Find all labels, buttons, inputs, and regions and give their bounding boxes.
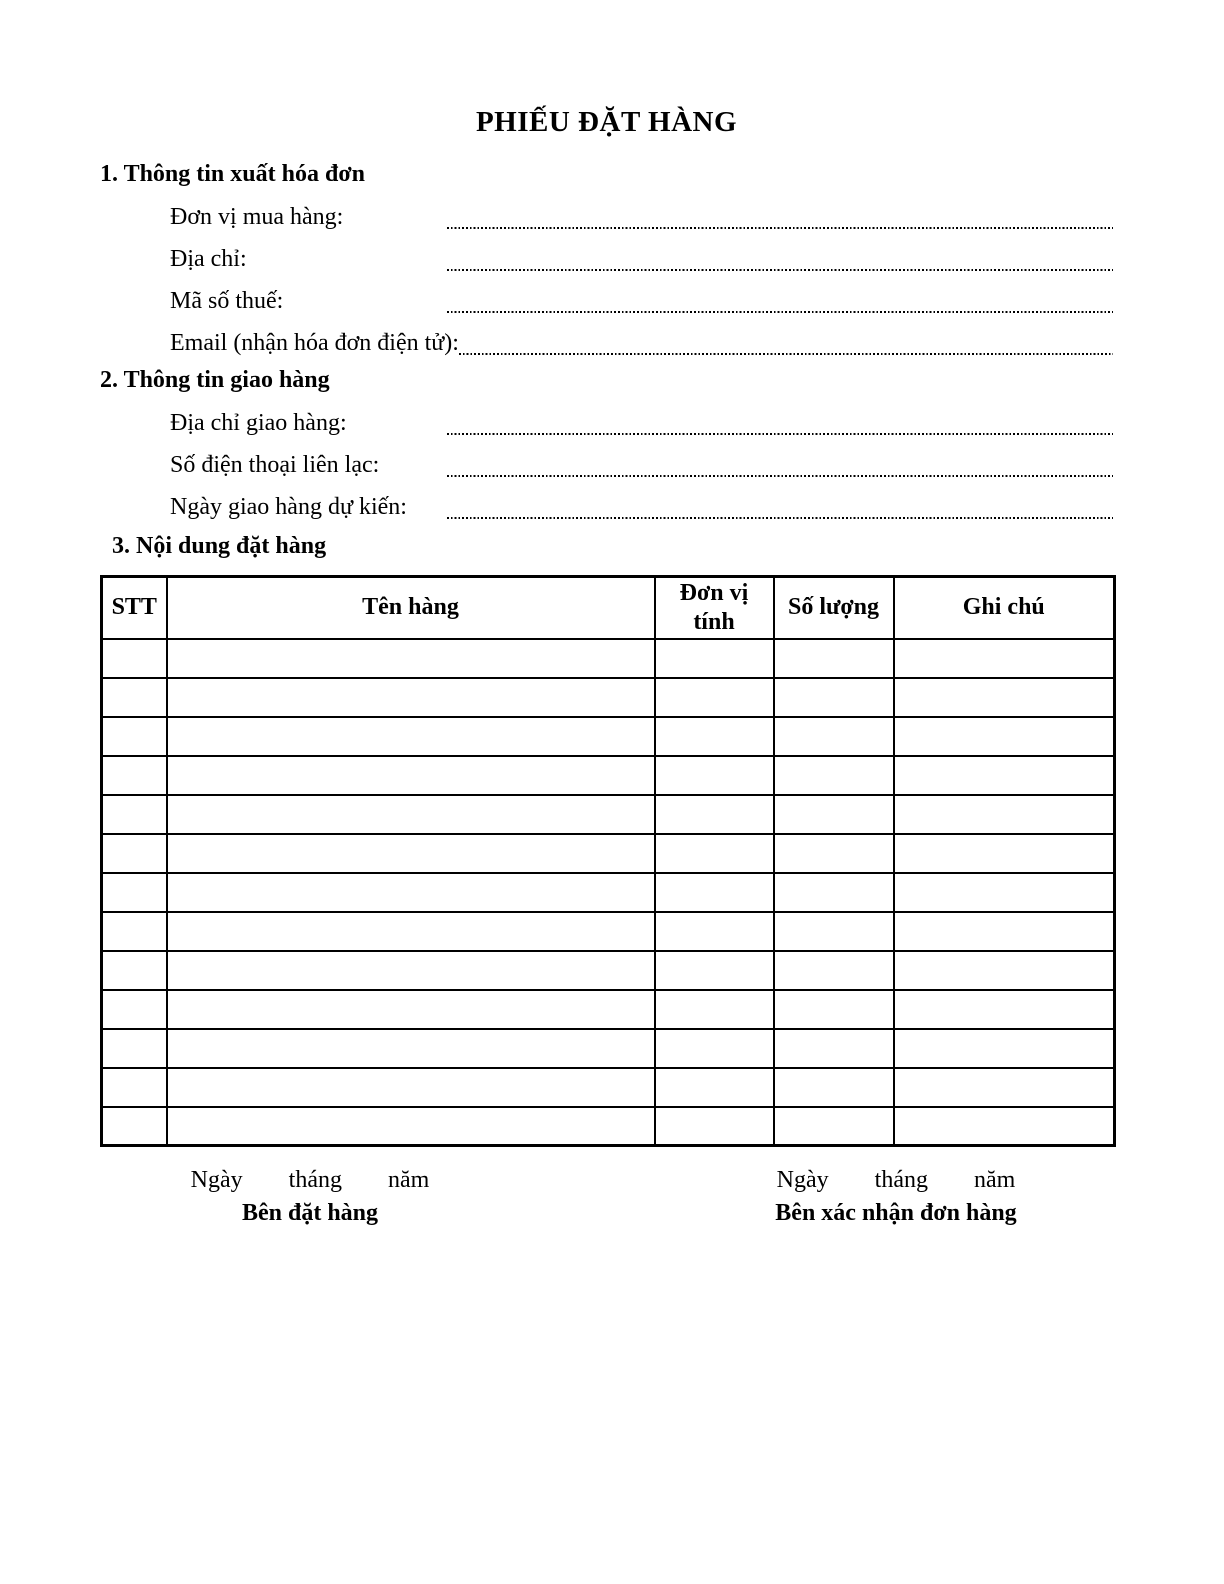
table-cell bbox=[774, 834, 894, 873]
table-row bbox=[102, 873, 1115, 912]
table-cell bbox=[167, 834, 655, 873]
date-word-month: tháng bbox=[288, 1167, 342, 1193]
date-word-day: Ngày bbox=[190, 1167, 243, 1193]
table-cell bbox=[167, 756, 655, 795]
field-buyer-name bbox=[170, 190, 1113, 232]
signature-left bbox=[160, 1165, 460, 1229]
field-label: Số điện thoại liên lạc: bbox=[170, 452, 380, 478]
field-tax-code bbox=[170, 274, 1113, 316]
table-cell bbox=[167, 639, 655, 678]
table-cell bbox=[655, 717, 774, 756]
table-cell bbox=[655, 834, 774, 873]
table-cell bbox=[167, 1107, 655, 1146]
table-cell bbox=[655, 1029, 774, 1068]
party-name-orderer: Bên đặt hàng bbox=[241, 1200, 379, 1226]
table-cell bbox=[774, 873, 894, 912]
table-row bbox=[102, 795, 1115, 834]
table-cell bbox=[102, 678, 167, 717]
table-cell bbox=[167, 678, 655, 717]
order-table bbox=[100, 575, 1116, 1147]
table-cell bbox=[102, 951, 167, 990]
fill-in-line bbox=[447, 433, 1113, 435]
table-cell bbox=[894, 1068, 1115, 1107]
table-cell bbox=[167, 912, 655, 951]
field-email bbox=[170, 316, 1113, 358]
date-word-month: tháng bbox=[874, 1167, 928, 1193]
table-cell bbox=[102, 873, 167, 912]
table-row bbox=[102, 717, 1115, 756]
table-row bbox=[102, 1068, 1115, 1107]
table-cell bbox=[655, 756, 774, 795]
order-table-body bbox=[102, 639, 1115, 1146]
invoice-info-heading: 1. Thông tin xuất hóa đơn bbox=[100, 161, 365, 187]
table-cell bbox=[774, 756, 894, 795]
table-cell bbox=[102, 756, 167, 795]
table-row bbox=[102, 912, 1115, 951]
table-row bbox=[102, 990, 1115, 1029]
table-row bbox=[102, 678, 1115, 717]
table-cell bbox=[655, 795, 774, 834]
field-contact-phone bbox=[170, 438, 1113, 480]
table-cell bbox=[167, 795, 655, 834]
table-cell bbox=[894, 1029, 1115, 1068]
date-word-year: năm bbox=[387, 1167, 430, 1193]
fill-in-line bbox=[447, 475, 1113, 477]
order-content-heading: 3. Nội dung đặt hàng bbox=[112, 533, 327, 559]
column-header-ghi-chu: Ghi chú bbox=[894, 577, 1115, 639]
date-line bbox=[160, 1165, 460, 1195]
table-cell bbox=[655, 1068, 774, 1107]
column-header-stt: STT bbox=[102, 577, 167, 639]
table-cell bbox=[655, 912, 774, 951]
table-cell bbox=[655, 639, 774, 678]
table-cell bbox=[655, 873, 774, 912]
table-cell bbox=[102, 990, 167, 1029]
table-cell bbox=[167, 990, 655, 1029]
field-label: Đơn vị mua hàng: bbox=[170, 204, 344, 230]
table-cell bbox=[774, 1068, 894, 1107]
table-cell bbox=[102, 834, 167, 873]
table-cell bbox=[894, 1107, 1115, 1146]
table-cell bbox=[167, 951, 655, 990]
fill-in-line bbox=[447, 269, 1113, 271]
table-cell bbox=[774, 990, 894, 1029]
field-label: Ngày giao hàng dự kiến: bbox=[170, 494, 407, 520]
fill-in-line bbox=[447, 227, 1113, 229]
table-cell bbox=[894, 795, 1115, 834]
column-header-so-luong: Số lượng bbox=[774, 577, 894, 639]
table-row bbox=[102, 1029, 1115, 1068]
fill-in-line bbox=[447, 311, 1113, 313]
delivery-info-heading: 2. Thông tin giao hàng bbox=[100, 367, 330, 393]
table-cell bbox=[894, 756, 1115, 795]
table-cell bbox=[774, 912, 894, 951]
table-cell bbox=[774, 795, 894, 834]
fill-in-line bbox=[459, 353, 1113, 355]
table-cell bbox=[655, 1107, 774, 1146]
table-cell bbox=[894, 678, 1115, 717]
table-row bbox=[102, 834, 1115, 873]
order-table-header bbox=[102, 577, 1115, 639]
table-cell bbox=[774, 1029, 894, 1068]
table-cell bbox=[894, 990, 1115, 1029]
table-cell bbox=[774, 639, 894, 678]
table-cell bbox=[102, 795, 167, 834]
field-label: Địa chỉ: bbox=[170, 246, 247, 272]
table-cell bbox=[894, 639, 1115, 678]
table-cell bbox=[774, 1107, 894, 1146]
table-cell bbox=[655, 678, 774, 717]
table-cell bbox=[655, 951, 774, 990]
signature-right bbox=[726, 1165, 1066, 1229]
table-cell bbox=[774, 678, 894, 717]
fill-in-line bbox=[447, 517, 1113, 519]
table-cell bbox=[167, 717, 655, 756]
table-row bbox=[102, 756, 1115, 795]
table-cell bbox=[894, 912, 1115, 951]
table-cell bbox=[167, 873, 655, 912]
table-cell bbox=[167, 1029, 655, 1068]
table-cell bbox=[894, 951, 1115, 990]
table-row bbox=[102, 1107, 1115, 1146]
table-cell bbox=[894, 717, 1115, 756]
column-header-ten-hang: Tên hàng bbox=[167, 577, 655, 639]
field-invoice-address bbox=[170, 232, 1113, 274]
field-expected-delivery-date bbox=[170, 480, 1113, 522]
date-line bbox=[726, 1165, 1066, 1195]
field-delivery-address bbox=[170, 396, 1113, 438]
table-cell bbox=[102, 639, 167, 678]
table-cell bbox=[774, 951, 894, 990]
table-cell bbox=[655, 990, 774, 1029]
party-name-confirmer: Bên xác nhận đơn hàng bbox=[775, 1200, 1017, 1226]
table-cell bbox=[102, 1068, 167, 1107]
table-cell bbox=[894, 873, 1115, 912]
field-label: Địa chỉ giao hàng: bbox=[170, 410, 347, 436]
table-cell bbox=[894, 834, 1115, 873]
field-label: Email (nhận hóa đơn điện tử): bbox=[170, 330, 459, 356]
table-cell bbox=[102, 912, 167, 951]
date-word-day: Ngày bbox=[776, 1167, 829, 1193]
signature-row bbox=[100, 1165, 1113, 1229]
table-row bbox=[102, 639, 1115, 678]
table-cell bbox=[102, 1029, 167, 1068]
table-cell bbox=[167, 1068, 655, 1107]
table-row bbox=[102, 951, 1115, 990]
field-label: Mã số thuế: bbox=[170, 288, 284, 314]
form-title: PHIẾU ĐẶT HÀNG bbox=[475, 106, 738, 138]
table-cell bbox=[102, 1107, 167, 1146]
table-cell bbox=[774, 717, 894, 756]
table-cell bbox=[102, 717, 167, 756]
header-row bbox=[102, 577, 1115, 639]
date-word-year: năm bbox=[973, 1167, 1016, 1193]
column-header-don-vi-tinh: Đơn vị tính bbox=[655, 577, 774, 639]
